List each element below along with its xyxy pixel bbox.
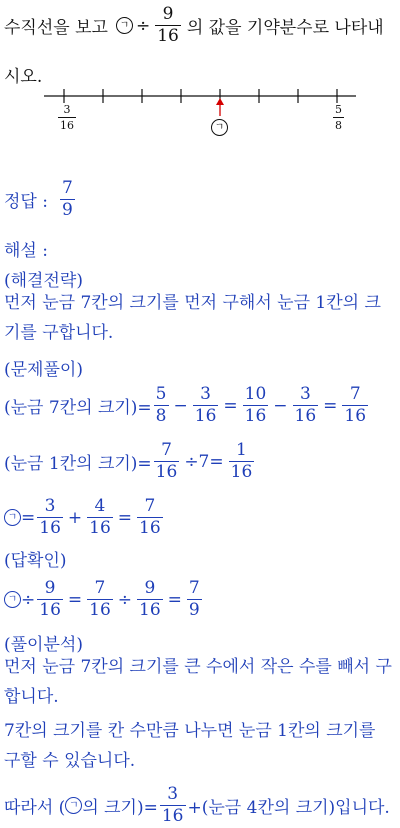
eq3-b-num: 4 [94,496,106,516]
eq1-d-num: 3 [299,384,311,404]
eq1-frac-e [342,386,368,425]
final-frac [160,786,186,825]
eq4-equals-2: = [167,589,182,610]
eq3-frac-a [37,498,63,537]
eq3-frac-c [137,498,163,537]
eq2-lhs: (눈금 1칸의 크기)= [4,454,152,474]
number-line-marker-circle-icon: ㄱ [211,119,228,136]
eq1-a-num: 5 [155,384,167,404]
eq4-frac-d [187,580,202,619]
eq1-b-den: 16 [194,406,217,426]
divide-symbol: ÷ [135,15,151,36]
eq1-equals-1: = [223,395,238,416]
eq3-equals-2: = [117,507,133,528]
equation-giyeok-value [4,498,165,537]
final-pre: 따라서 ( [4,798,66,818]
eq4-divide-1: ÷ [21,589,36,610]
eq1-frac-c [243,386,269,425]
eq2-b-den: 16 [230,462,253,482]
eq4-circle-giyeok-icon: ㄱ [4,591,21,608]
eq1-minus-2: − [273,395,288,416]
answer-denominator: 9 [61,200,73,220]
eq2-divide: ÷7= [184,451,224,472]
eq2-b-num: 1 [236,440,247,460]
eq4-b-num: 7 [94,578,106,598]
eq3-a-num: 3 [44,496,56,516]
final-post: +(눈금 4칸의 크기)입니다. [187,798,390,818]
right-label-denominator: 8 [335,119,342,132]
eq1-frac-a [154,386,169,425]
eq4-a-num: 9 [44,578,56,598]
eq4-divide-2: ÷ [117,589,133,610]
left-label-denominator: 16 [60,119,74,132]
eq1-b-num: 3 [200,384,211,404]
eq1-c-num: 10 [244,384,267,404]
eq1-equals-2: = [323,395,338,416]
eq1-a-den: 8 [155,406,167,426]
conclusion-line [4,786,390,825]
eq1-d-den: 16 [294,406,317,426]
eq4-frac-c [137,580,163,619]
eq3-frac-b [87,498,113,537]
heading-analysis: (풀이분석) [4,635,83,655]
heading-check: (답확인) [4,551,67,571]
final-mid: 의 크기)= [82,798,158,818]
eq4-d-den: 9 [188,600,200,620]
question-text-part2: 의 값을 기약분수로 나타내 [186,18,384,38]
question-text-part1: 수직선을 보고 [4,18,108,38]
eq2-a-den: 16 [155,462,178,482]
eq4-frac-b [87,580,113,619]
question-fraction [155,6,181,45]
answer-fraction [60,180,75,219]
eq1-c-den: 16 [244,406,267,426]
final-circle-giyeok-icon: ㄱ [65,797,82,814]
right-label-numerator: 5 [335,103,342,116]
eq2-frac-b [229,442,255,481]
heading-strategy: (해결전략) [4,271,83,291]
marker-arrow-icon [216,98,224,116]
eq4-b-den: 16 [89,600,111,620]
paragraph-analysis-2: 7칸의 크기를 칸 수만큼 나누면 눈금 1칸의 크기를 구할 수 있습니다. [4,721,376,771]
eq3-plus: + [67,507,83,528]
fraction-denominator: 16 [157,26,179,46]
eq3-b-den: 16 [89,518,111,538]
equation-seven-ticks [4,386,370,425]
number-line-right-label [333,104,344,131]
eq4-d-num: 7 [188,578,200,598]
eq4-frac-a [37,580,63,619]
eq4-c-den: 16 [139,600,161,620]
eq1-minus-1: − [173,395,188,416]
eq3-a-den: 16 [39,518,61,538]
paragraph-analysis-1: 먼저 눈금 7칸의 크기를 큰 수에서 작은 수를 빼서 구합니다. [4,657,392,707]
eq1-e-den: 16 [344,406,367,426]
eq3-c-num: 7 [144,496,156,516]
eq3-circle-giyeok-icon: ㄱ [4,509,21,526]
eq3-equals-1: = [21,507,36,528]
answer-numerator: 7 [61,178,73,198]
eq4-c-num: 9 [144,578,156,598]
equation-one-tick [4,442,256,481]
answer-line [4,180,77,219]
final-num: 3 [167,784,179,804]
heading-solving: (문제풀이) [4,360,83,380]
fraction-numerator: 9 [162,4,174,24]
final-den: 16 [161,806,184,826]
eq2-a-num: 7 [161,440,172,460]
eq1-e-num: 7 [349,384,361,404]
eq1-lhs: (눈금 7칸의 크기)= [4,398,152,418]
eq4-equals-1: = [67,589,83,610]
left-label-numerator: 3 [63,103,71,116]
eq1-frac-b [193,386,219,425]
equation-check [4,580,204,619]
answer-label: 정답 : [4,192,48,212]
question-line-1 [4,6,384,45]
number-line-left-label [58,104,76,131]
question-line-2: 시오. [4,67,43,87]
solution-label: 해설 : [4,241,48,261]
eq2-frac-a [154,442,180,481]
eq1-frac-d [293,386,319,425]
paragraph-strategy: 먼저 눈금 7칸의 크기를 먼저 구해서 눈금 1칸의 크기를 구합니다. [4,293,381,343]
eq4-a-den: 16 [39,600,61,620]
circle-giyeok-icon: ㄱ [116,17,133,34]
eq3-c-den: 16 [139,518,161,538]
